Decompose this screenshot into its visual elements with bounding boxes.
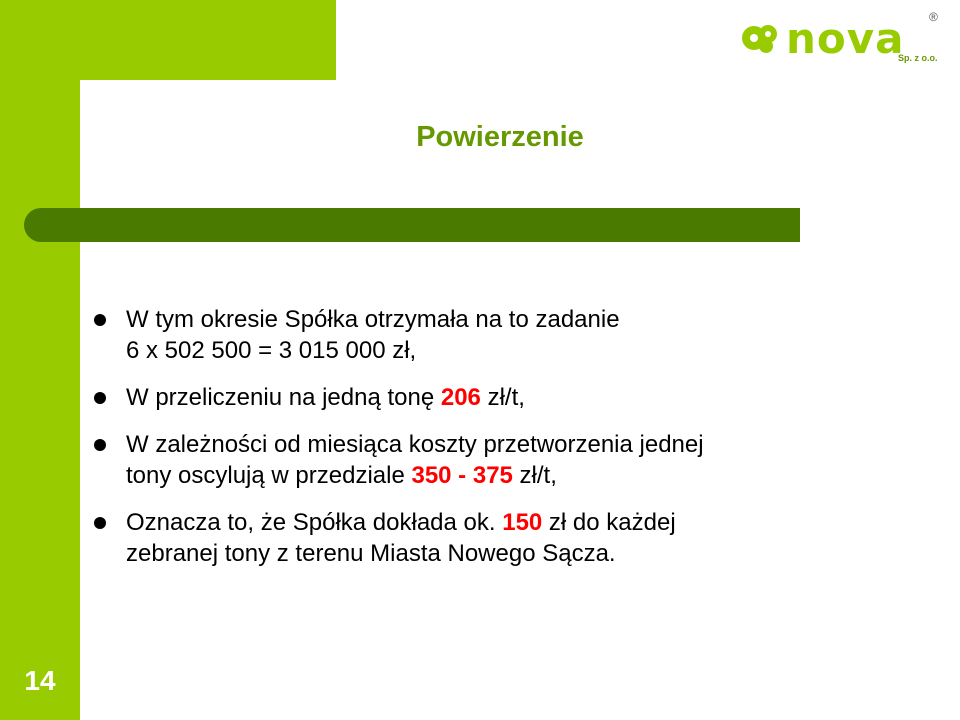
bullet-dot-icon [94,392,106,404]
highlight-value: 350 - 375 [411,462,513,489]
bullet-item [90,382,910,413]
bullet-text: 6 x 502 500 = 3 015 000 zł, [126,337,417,364]
bullet-item [90,429,910,491]
slide-title: Powierzenie [416,121,584,153]
logo-emblem-icon [742,25,777,53]
bullet-text: zł/t, [512,462,557,489]
bullet-text: zł do każdej [542,509,676,536]
bullet-list [90,304,910,585]
bullet-dot-icon [94,314,106,326]
content-corner-curve [80,80,124,124]
bullet-text: zł/t, [480,384,525,411]
bullet-text: W przeliczeniu na jedną tonę [126,384,441,411]
bullet-text: zebranej tony z terenu Miasta Nowego Sącza. [126,540,616,567]
highlight-value: 150 [502,509,543,536]
bullet-item [90,507,910,569]
bullet-item [90,304,910,366]
bullet-text: W tym okresie Spółka otrzymała na to zadanie [126,306,620,333]
title-divider-bar [24,208,800,242]
bullet-text: W zależności od miesiąca koszty przetworzenia jednej [126,431,704,458]
bullet-dot-icon [94,439,106,451]
bullet-text: Oznacza to, że Spółka dokłada ok. [126,509,503,536]
page-number: 14 [24,665,56,696]
top-accent-block [80,0,336,80]
bullet-dot-icon [94,517,106,529]
bullet-text: tony oscylują w przedziale [126,462,412,489]
left-accent-bar [0,0,80,720]
logo-subtitle: Sp. z o.o. [898,53,938,63]
highlight-value: 206 [440,384,481,411]
logo-trademark: ® [929,10,938,24]
logo-wordmark: nova [786,14,905,63]
